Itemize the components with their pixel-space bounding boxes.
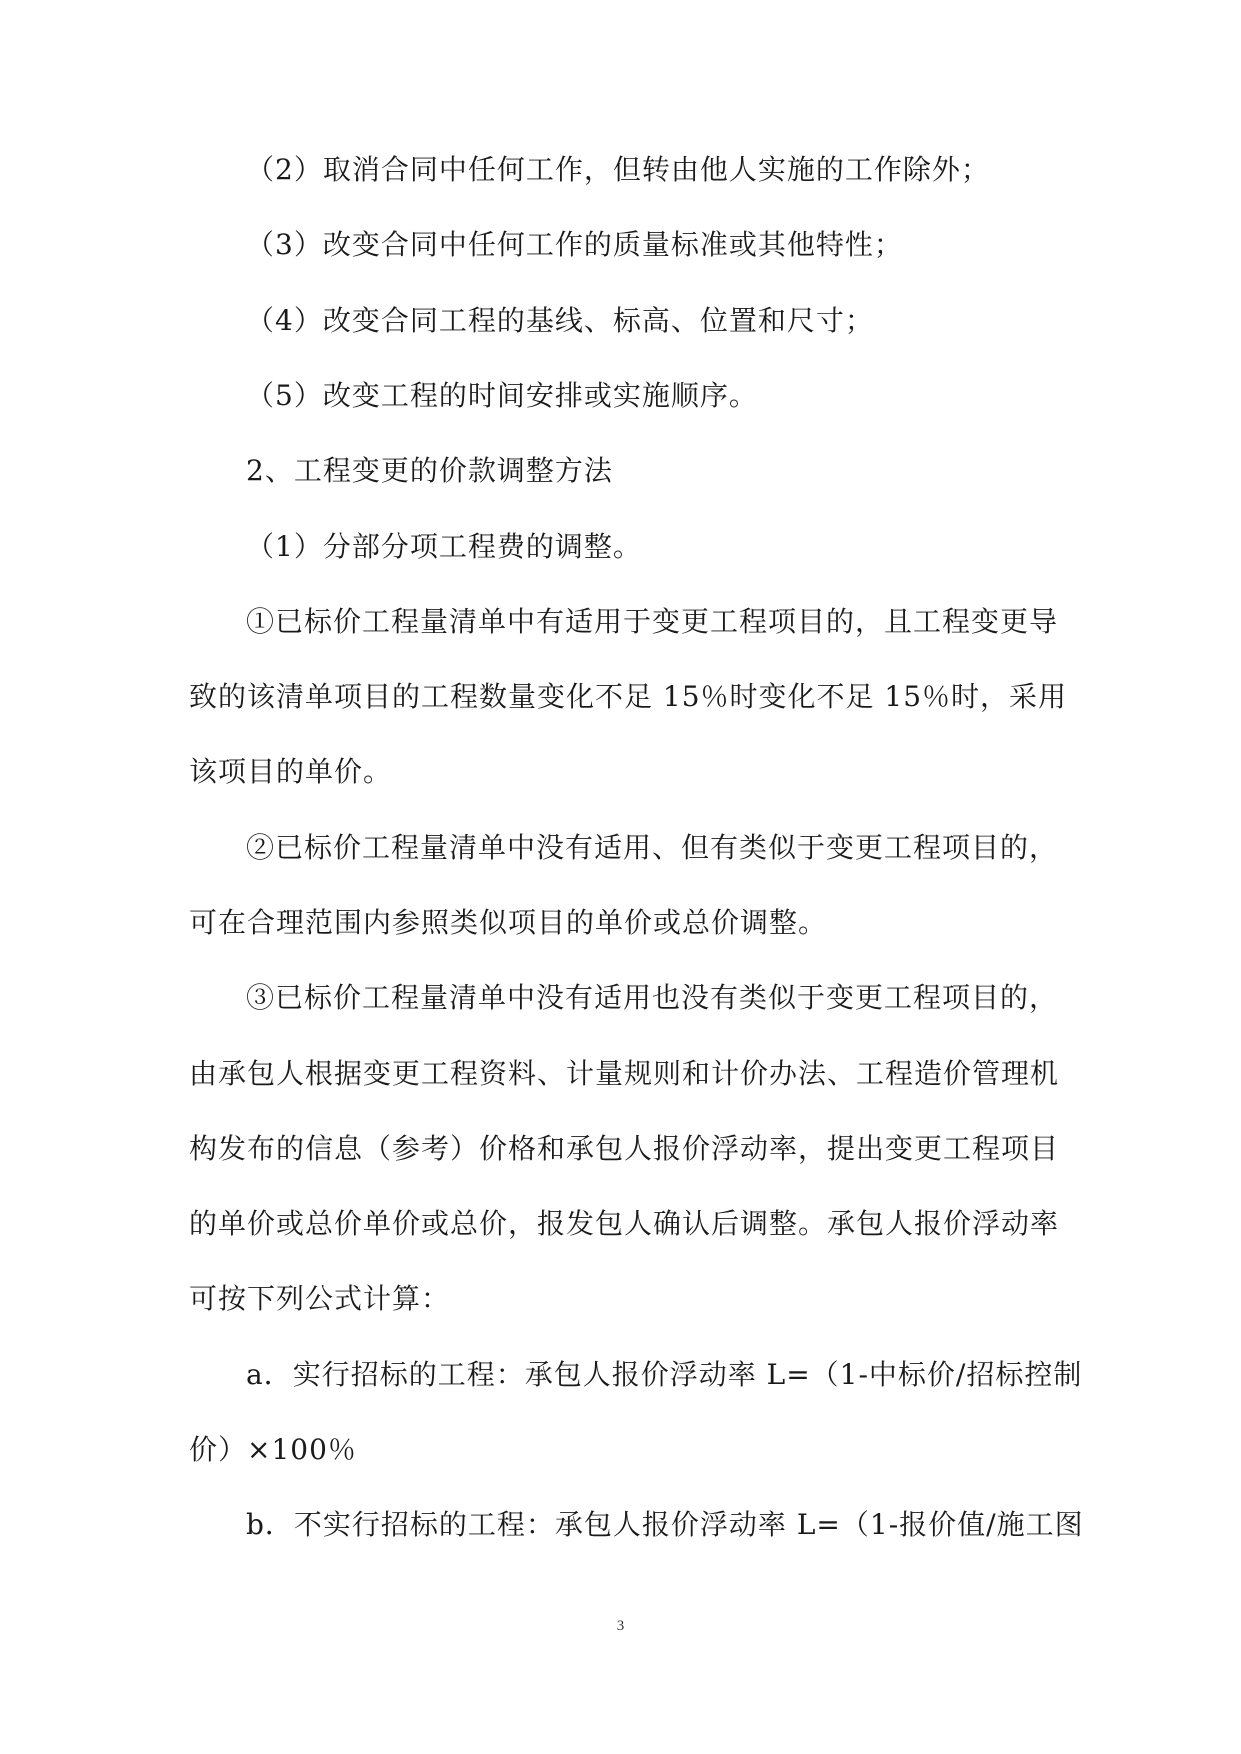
paragraph-1-line-2: 致的该清单项目的工程数量变化不足 15％时变化不足 15％时，采用 xyxy=(189,680,1068,713)
paragraph-3-line-5: 可按下列公式计算： xyxy=(189,1282,451,1315)
paragraph-1-line-1: ①已标价工程量清单中有适用于变更工程项目的，且工程变更导 xyxy=(246,605,1059,638)
paragraph-3-line-4: 的单价或总价单价或总价，报发包人确认后调整。承包人报价浮动率 xyxy=(189,1207,1060,1240)
paragraph-2-line-1: ②已标价工程量清单中没有适用、但有类似于变更工程项目的， xyxy=(246,831,1059,864)
formula-a-line-1: a．实行招标的工程：承包人报价浮动率 L=（1-中标价/招标控制 xyxy=(246,1358,1083,1391)
list-item-3: （3）改变合同中任何工作的质量标准或其他特性； xyxy=(246,228,903,261)
list-item-5: （5）改变工程的时间安排或实施顺序。 xyxy=(246,379,758,412)
paragraph-3-line-1: ③已标价工程量清单中没有适用也没有类似于变更工程项目的， xyxy=(246,981,1059,1014)
paragraph-3-line-2: 由承包人根据变更工程资料、计量规则和计价办法、工程造价管理机 xyxy=(189,1057,1060,1090)
paragraph-1-line-3: 该项目的单价。 xyxy=(189,755,393,788)
paragraph-3-line-3: 构发布的信息（参考）价格和承包人报价浮动率，提出变更工程项目 xyxy=(189,1132,1060,1165)
page-number: 3 xyxy=(616,1618,625,1634)
paragraph-2-line-2: 可在合理范围内参照类似项目的单价或总价调整。 xyxy=(189,906,828,939)
section-heading: 2、工程变更的价款调整方法 xyxy=(246,454,613,487)
list-item-2: （2）取消合同中任何工作，但转由他人实施的工作除外； xyxy=(246,153,990,186)
list-item-4: （4）改变合同工程的基线、标高、位置和尺寸； xyxy=(246,304,874,337)
formula-b-line-1: b．不实行招标的工程：承包人报价浮动率 L=（1-报价值/施工图 xyxy=(246,1508,1084,1541)
formula-a-line-2: 价）×100％ xyxy=(189,1433,357,1466)
subsection-heading: （1）分部分项工程费的调整。 xyxy=(246,530,642,563)
